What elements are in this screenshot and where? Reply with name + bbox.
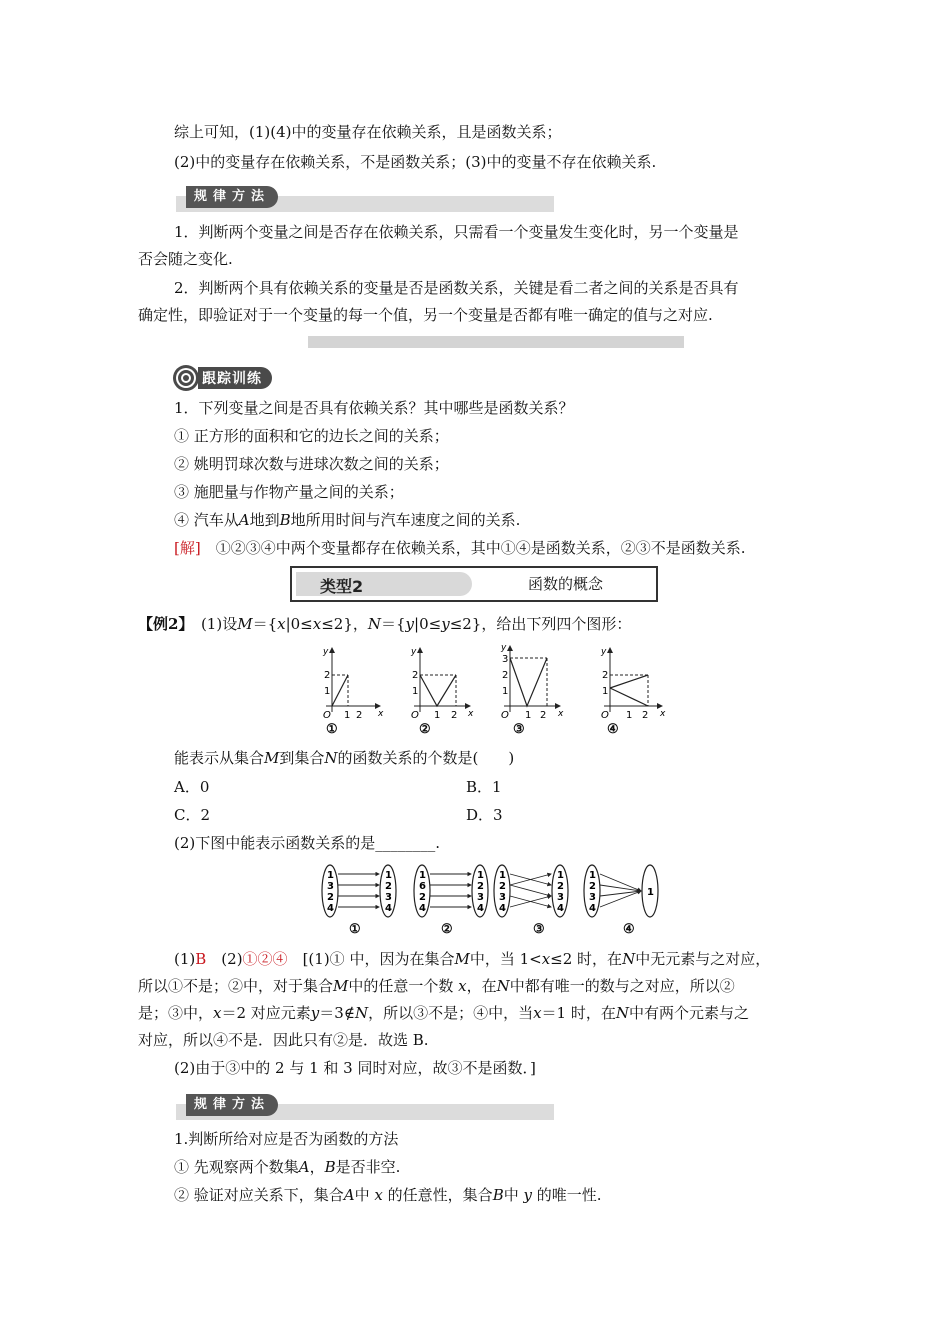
domain-element: 4: [327, 903, 334, 914]
example-line: 【例2】 (1)设M＝{x|0≤x≤2}，N＝{y|0≤y≤2}，给出下列四个图形：: [138, 615, 632, 633]
separator-bar: [308, 336, 684, 348]
list-item: ① 正方形的面积和它的边长之间的关系；: [174, 427, 449, 445]
target-icon: [172, 364, 200, 392]
answer-line: (2)由于③中的 2 与 1 和 3 同时对应，故③不是函数．]: [174, 1059, 536, 1077]
codomain-element: 4: [477, 903, 484, 914]
domain-element: 1: [327, 870, 334, 881]
question-line: (2)下图中能表示函数关系的是________.: [174, 834, 441, 852]
svg-text:x: x: [660, 709, 666, 719]
answer-1: B: [195, 950, 207, 968]
track-badge: [172, 364, 272, 392]
mapping-diagram-3: [494, 865, 568, 917]
method-badge: 规律方法: [186, 1094, 278, 1116]
codomain-element: 4: [385, 903, 392, 914]
svg-text:1: 1: [502, 686, 509, 697]
type-title: 函数的概念: [528, 575, 604, 593]
svg-text:x: x: [378, 709, 384, 719]
domain-element: 2: [499, 881, 506, 892]
map-caption: ④: [623, 922, 635, 937]
svg-text:y: y: [323, 647, 329, 657]
option-b: B．1: [466, 778, 502, 796]
option-d: D．3: [466, 806, 503, 824]
text-line: 综上可知，(1)(4)中的变量存在依赖关系，且是函数关系；: [174, 123, 562, 141]
svg-text:1: 1: [525, 710, 532, 721]
svg-text:1: 1: [434, 710, 441, 721]
svg-text:3: 3: [502, 654, 509, 665]
list-item: ② 姚明罚球次数与进球次数之间的关系；: [174, 455, 449, 473]
svg-text:y: y: [411, 647, 417, 657]
solution-line: [解] ①②③④中两个变量都存在依赖关系，其中①④是函数关系，②③不是函数关系.: [174, 539, 746, 557]
domain-element: 6: [419, 881, 426, 892]
svg-text:2: 2: [356, 710, 363, 721]
type-label-bg: [296, 572, 472, 596]
svg-text:1: 1: [412, 686, 419, 697]
type-header: [290, 566, 658, 602]
svg-text:O: O: [501, 710, 509, 721]
domain-element: 1: [499, 870, 506, 881]
svg-text:2: 2: [540, 710, 547, 721]
mapping-diagram-1: [322, 865, 396, 917]
svg-text:2: 2: [642, 710, 649, 721]
map-caption: ③: [533, 922, 545, 937]
graph-caption: ①: [326, 722, 338, 737]
option-a: A．0: [174, 778, 210, 796]
codomain-element: 2: [385, 881, 392, 892]
answer-line: 所以①不是；②中，对于集合M中的任意一个数 x，在N中都有唯一的数与之对应，所以②: [138, 977, 735, 995]
svg-text:2: 2: [602, 670, 609, 681]
answer-line: 是；③中，x＝2 对应元素y＝3∉N，所以③不是；④中，当x＝1 时，在N中有两个元素与之: [138, 1004, 749, 1022]
graph-3: [500, 643, 564, 721]
domain-element: 2: [419, 892, 426, 903]
text-line: 2．判断两个具有依赖关系的变量是否是函数关系，关键是看二者之间的关系是否具有: [174, 279, 739, 297]
domain-element: 1: [589, 870, 596, 881]
codomain-element: 1: [557, 870, 564, 881]
text-line: 1．判断两个变量之间是否存在依赖关系，只需看一个变量发生变化时，另一个变量是: [174, 223, 739, 241]
method-heading: 1.判断所给对应是否为函数的方法: [174, 1130, 399, 1148]
svg-text:2: 2: [412, 670, 419, 681]
codomain-element: 1: [647, 887, 654, 898]
svg-text:1: 1: [344, 710, 351, 721]
text-line: 确定性，即验证对于一个变量的每一个值，另一个变量是否都有唯一确定的值与之对应.: [138, 306, 713, 324]
graph-caption: ②: [419, 722, 431, 737]
svg-text:O: O: [601, 710, 609, 721]
domain-element: 4: [419, 903, 426, 914]
domain-element: 3: [327, 881, 334, 892]
option-c: C．2: [174, 806, 211, 824]
list-item: ④ 汽车从A地到B地所用时间与汽车速度之间的关系.: [174, 511, 521, 529]
svg-text:2: 2: [324, 670, 331, 681]
domain-element: 4: [589, 903, 596, 914]
svg-text:O: O: [411, 710, 419, 721]
codomain-element: 2: [557, 881, 564, 892]
svg-text:2: 2: [502, 670, 509, 681]
codomain-element: 3: [385, 892, 392, 903]
question-line: 能表示从集合M到集合N的函数关系的个数是( ): [174, 749, 515, 767]
graph-1: [322, 647, 384, 721]
text-line: (2)中的变量存在依赖关系，不是函数关系；(3)中的变量不存在依赖关系.: [174, 153, 657, 171]
svg-text:O: O: [323, 710, 331, 721]
method-badge: 规律方法: [186, 186, 278, 208]
type-label: 类型2: [320, 577, 364, 596]
mapping-diagram-2: [414, 865, 488, 917]
svg-text:x: x: [558, 709, 564, 719]
text-line: 1．下列变量之间是否具有依赖关系？其中哪些是函数关系？: [174, 399, 574, 417]
domain-element: 2: [327, 892, 334, 903]
list-item: ③ 施肥量与作物产量之间的关系；: [174, 483, 404, 501]
svg-text:y: y: [601, 647, 607, 657]
answer-2: ①②④: [242, 950, 288, 968]
track-label: 跟踪训练: [198, 367, 272, 389]
domain-element: 2: [589, 881, 596, 892]
codomain-element: 3: [477, 892, 484, 903]
graph-caption: ③: [513, 722, 525, 737]
graph-caption: ④: [607, 722, 619, 737]
svg-text:y: y: [501, 643, 507, 653]
domain-element: 4: [499, 903, 506, 914]
svg-text:1: 1: [602, 686, 609, 697]
answer-line: (1)B (2)①②④ [(1)① 中，因为在集合M中，当 1<x≤2 时，在N中无元素与之对应，: [174, 950, 771, 968]
codomain-element: 4: [557, 903, 564, 914]
map-caption: ①: [349, 922, 361, 937]
domain-element: 3: [589, 892, 596, 903]
domain-element: 3: [499, 892, 506, 903]
map-caption: ②: [441, 922, 453, 937]
domain-element: 1: [419, 870, 426, 881]
codomain-element: 1: [385, 870, 392, 881]
mapping-diagram-4: [584, 865, 658, 917]
mapping-diagrams: [312, 862, 674, 922]
text-line: 否会随之变化.: [138, 250, 233, 268]
svg-text:1: 1: [626, 710, 633, 721]
function-graphs: [312, 640, 674, 722]
answer-line: 对应，所以④不是．因此只有②是．故选 B.: [138, 1031, 429, 1049]
codomain-element: 3: [557, 892, 564, 903]
codomain-element: 2: [477, 881, 484, 892]
list-item: ① 先观察两个数集A，B是否非空.: [174, 1158, 401, 1176]
svg-text:x: x: [468, 709, 474, 719]
list-item: ② 验证对应关系下，集合A中 x 的任意性，集合B中 y 的唯一性.: [174, 1186, 602, 1204]
svg-text:1: 1: [324, 686, 331, 697]
codomain-element: 1: [477, 870, 484, 881]
graph-4: [600, 647, 666, 721]
svg-text:2: 2: [451, 710, 458, 721]
solution-tag: [解]: [174, 539, 201, 557]
graph-2: [410, 647, 474, 721]
mapping-arrow: [510, 885, 551, 896]
